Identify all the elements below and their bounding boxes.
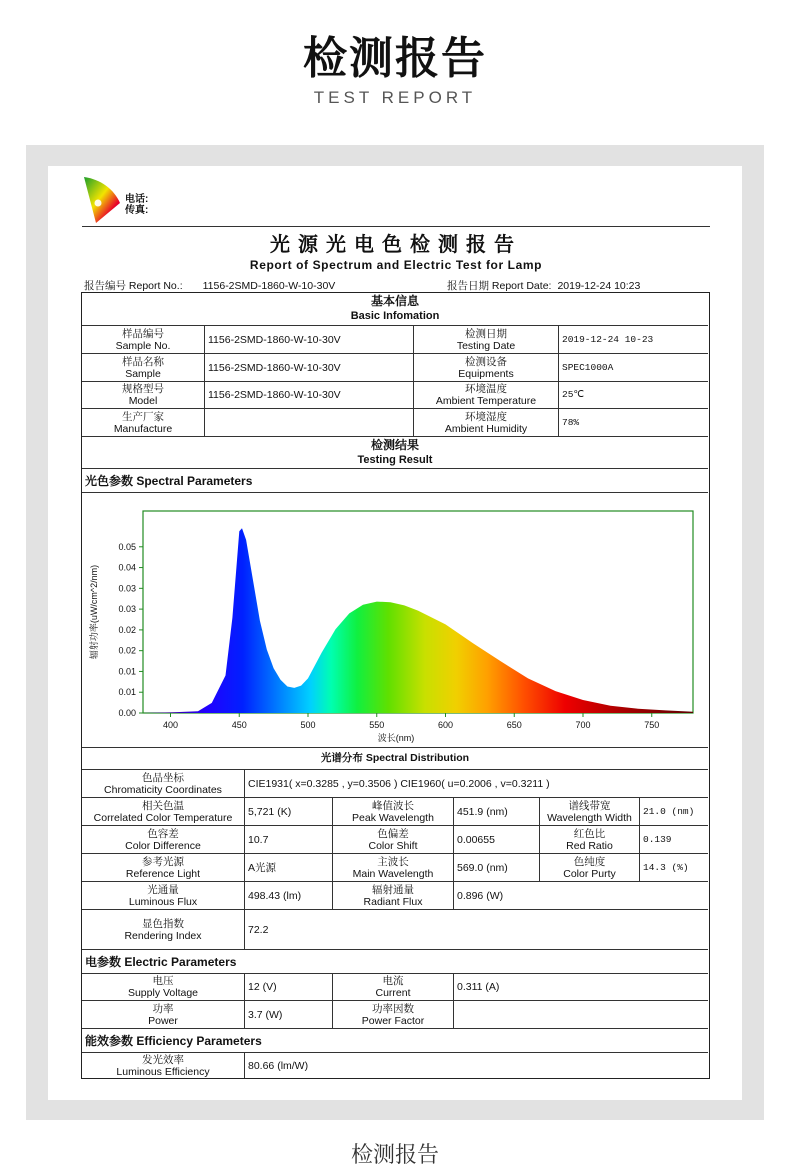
report-subtitle: Report of Spectrum and Electric Test for Lamp [249,258,543,272]
basic-value: 78% [558,409,708,436]
voltage-row [82,973,708,1000]
basic-row [82,381,708,408]
y-axis-label: 辐射功率(uW/cm^2/nm) [89,564,99,660]
param-row [82,797,708,825]
param-label: 功率因数 Power Factor [332,1001,453,1028]
report-title: 光源光电色检测报告 [270,232,522,256]
param-value: 21.0 (nm) [639,798,708,825]
basic-label: 样品编号 Sample No. [115,327,171,352]
basic-label: 样品名称 Sample [122,355,164,380]
basic-label: 检测日期 Testing Date [413,326,558,353]
param-value: 3.7 (W) [244,1001,332,1028]
chart-area [82,492,708,747]
basic-value [204,409,413,436]
param-value: 10.7 [244,826,332,853]
y-tick-label: 0.02 [118,624,136,635]
x-tick-label: 400 [162,720,179,730]
report-date-value: 2019-12-24 10:23 [557,280,641,292]
spectrum-area [143,528,693,713]
param-label: 色偏差 Color Shift [332,826,453,853]
param-value: A光源 [244,854,332,881]
report-date [447,278,640,293]
param-label: 色品坐标 Chromaticity Coordinates [104,771,222,796]
param-value: 14.3 (%) [639,854,708,881]
param-value: 498.43 (lm) [244,882,332,909]
basic-value: 2019-12-24 10-23 [558,326,708,353]
basic-value: 1156-2SMD-1860-W-10-30V [204,354,413,381]
param-label: 峰值波长 Peak Wavelength [332,798,453,825]
param-label: 显色指数 Rendering Index [124,917,202,942]
y-tick-label: 0.04 [118,562,136,573]
param-label: 色容差 Color Difference [125,827,201,852]
y-tick-label: 0.05 [118,541,136,552]
report-date-label: 报告日期 Report Date: [447,280,552,292]
chromaticity-row [82,769,708,797]
param-value: 12 (V) [244,974,332,1000]
basic-value: 1156-2SMD-1860-W-10-30V [204,382,413,408]
y-tick-label: 0.01 [118,666,136,677]
chromaticity-value: CIE1931( x=0.3285 , y=0.3506 ) CIE1960( u=0.2006 , v=0.3211 ) [244,770,708,797]
basic-label: 生产厂家 Manufacture [113,410,173,435]
y-tick-label: 0.00 [118,708,136,718]
basic-info-heading-en: Basic Infomation [350,310,440,322]
param-value: 0.311 (A) [453,974,708,1000]
spectral-section-title: 光色参数 Spectral Parameters [85,474,253,488]
basic-label: 环境湿度 Ambient Humidity [413,409,558,436]
electric-section-title: 电参数 Electric Parameters [85,955,237,969]
testing-result-heading-cn: 检测结果 [370,438,419,452]
basic-info-heading-cn: 基本信息 [370,294,419,308]
param-label: 色纯度 Color Purty [539,854,639,881]
report-number-value: 1156-2SMD-1860-W-10-30V [202,280,336,292]
param-value [453,1001,708,1028]
report-table [81,292,710,1079]
basic-label: 环境温度 Ambient Temperature [413,382,558,408]
param-label: 光通量 Luminous Flux [128,883,198,908]
param-row [82,853,708,881]
basic-value: SPEC1000A [558,354,708,381]
param-value: 0.139 [639,826,708,853]
x-tick-label: 700 [575,720,591,730]
spectral-distribution-title: 光谱分布 Spectral Distribution [320,752,470,764]
spectral-distribution-chart [82,493,708,748]
fax-label: 传真: [125,205,149,216]
efficiency-section-title: 能效参数 Efficiency Parameters [85,1034,262,1048]
x-tick-label: 450 [231,720,247,730]
flux-row [82,881,708,909]
report-number-label: 报告编号 Report No.: [84,280,183,292]
header-divider [82,226,710,227]
cri-row [82,909,708,949]
x-tick-label: 500 [300,720,316,730]
testing-result-heading [82,436,708,468]
page-title: 检测报告 [303,33,487,84]
param-row [82,825,708,853]
param-label: 相关色温 Correlated Color Temperature [93,799,233,824]
x-tick-label: 600 [437,720,454,730]
page-subtitle: TEST REPORT [313,88,477,107]
report-number [84,278,335,293]
spectral-section [82,468,708,492]
electric-section [82,949,708,973]
x-tick-label: 650 [506,720,522,730]
testing-result-heading-en: Testing Result [357,454,433,466]
param-label: 谱线带宽 Wavelength Width [539,798,639,825]
param-label: 辐射通量 Radiant Flux [332,882,453,909]
efficiency-value: 80.66 (lm/W) [244,1053,708,1078]
basic-label: 规格型号 Model [122,383,164,407]
param-value: 451.9 (nm) [453,798,539,825]
param-value: 0.896 (W) [453,882,708,909]
param-value: 0.00655 [453,826,539,853]
basic-info-heading [82,293,708,325]
x-tick-label: 550 [369,720,385,730]
y-tick-label: 0.03 [118,604,136,615]
basic-row [82,325,708,353]
param-label: 功率 Power [148,1002,178,1027]
efficiency-row [82,1052,708,1078]
x-tick-label: 750 [644,720,660,730]
param-label: 电压 Supply Voltage [127,975,199,999]
efficiency-section [82,1028,708,1052]
basic-row [82,353,708,381]
power-row [82,1000,708,1028]
spectrum-logo-icon [82,175,122,225]
param-value: 569.0 (nm) [453,854,539,881]
param-label: 发光效率 Luminous Efficiency [116,1053,210,1078]
x-axis-label: 波长(nm) [377,733,415,743]
param-label: 电流 Current [332,974,453,1000]
param-label: 参考光源 Reference Light [125,855,201,880]
basic-label: 检测设备 Equipments [413,354,558,381]
cri-value: 72.2 [244,910,708,949]
y-tick-label: 0.03 [118,583,136,594]
basic-value: 1156-2SMD-1860-W-10-30V [204,326,413,353]
y-tick-label: 0.01 [118,687,136,698]
spectral-distribution-title-row [82,747,708,769]
basic-value: 25℃ [558,382,708,408]
phone-label: 电话: [125,194,149,205]
contact-info [125,194,148,216]
basic-row [82,408,708,436]
param-value: 5,721 (K) [244,798,332,825]
page-footer: 检测报告 [350,1143,439,1168]
param-label: 红色比 Red Ratio [539,826,639,853]
y-tick-label: 0.02 [118,645,136,656]
param-label: 主波长 Main Wavelength [332,854,453,881]
